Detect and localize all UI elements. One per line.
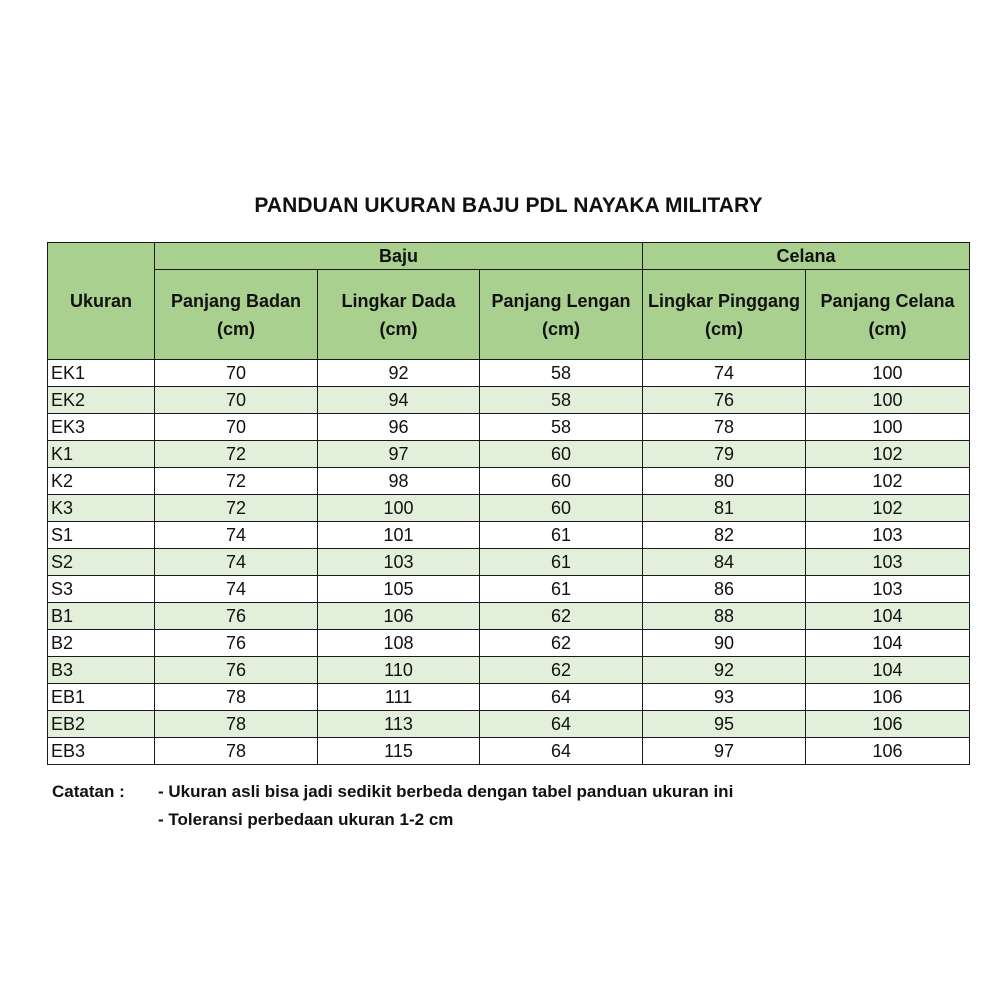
cell-body-length: 70 [155, 387, 318, 414]
column-header-label: Panjang Badan [170, 290, 302, 311]
cell-sleeve-length: 60 [480, 441, 643, 468]
column-header-unit: (cm) [216, 318, 255, 339]
note-line-2 [52, 806, 733, 834]
cell-chest: 97 [318, 441, 480, 468]
cell-pants-length: 106 [806, 738, 970, 765]
table-body [48, 360, 970, 765]
column-header-body-length [155, 270, 318, 360]
cell-pants-length: 100 [806, 387, 970, 414]
notes-section [52, 778, 733, 834]
column-header-waist [643, 270, 806, 360]
group-header-pants: Celana [643, 243, 970, 270]
cell-waist: 93 [643, 684, 806, 711]
cell-chest: 100 [318, 495, 480, 522]
cell-chest: 113 [318, 711, 480, 738]
group-header-shirt: Baju [155, 243, 643, 270]
cell-body-length: 72 [155, 495, 318, 522]
cell-pants-length: 103 [806, 522, 970, 549]
cell-size-code: K1 [48, 441, 155, 468]
cell-waist: 95 [643, 711, 806, 738]
cell-body-length: 74 [155, 522, 318, 549]
cell-chest: 94 [318, 387, 480, 414]
cell-body-length: 78 [155, 684, 318, 711]
cell-body-length: 76 [155, 657, 318, 684]
cell-size-code: S1 [48, 522, 155, 549]
notes-label: Catatan : [52, 782, 125, 801]
cell-size-code: EK1 [48, 360, 155, 387]
cell-pants-length: 106 [806, 711, 970, 738]
cell-sleeve-length: 62 [480, 603, 643, 630]
note-line-1 [52, 778, 733, 806]
cell-sleeve-length: 58 [480, 414, 643, 441]
cell-sleeve-length: 61 [480, 549, 643, 576]
page-title: PANDUAN UKURAN BAJU PDL NAYAKA MILITARY [254, 194, 763, 217]
cell-waist: 97 [643, 738, 806, 765]
cell-chest: 106 [318, 603, 480, 630]
cell-size-code: K2 [48, 468, 155, 495]
column-header-unit: (cm) [868, 318, 907, 339]
column-header-unit: (cm) [379, 318, 418, 339]
cell-chest: 115 [318, 738, 480, 765]
column-header-unit: (cm) [705, 318, 744, 339]
table-row [48, 711, 970, 738]
cell-size-code: EK2 [48, 387, 155, 414]
cell-waist: 74 [643, 360, 806, 387]
cell-body-length: 78 [155, 738, 318, 765]
table-row [48, 522, 970, 549]
column-header-pants-length [806, 270, 970, 360]
cell-body-length: 70 [155, 414, 318, 441]
cell-waist: 90 [643, 630, 806, 657]
table-row [48, 657, 970, 684]
cell-body-length: 76 [155, 603, 318, 630]
header-row-groups [48, 243, 970, 270]
table-row [48, 414, 970, 441]
table-row [48, 549, 970, 576]
cell-size-code: B2 [48, 630, 155, 657]
cell-chest: 103 [318, 549, 480, 576]
header-row-columns [48, 270, 970, 360]
cell-size-code: K3 [48, 495, 155, 522]
cell-waist: 79 [643, 441, 806, 468]
column-header-sleeve-length [480, 270, 643, 360]
table-header [48, 243, 970, 360]
table-row [48, 630, 970, 657]
cell-waist: 82 [643, 522, 806, 549]
table-row [48, 495, 970, 522]
cell-pants-length: 103 [806, 576, 970, 603]
column-header-unit: (cm) [542, 318, 581, 339]
table-row [48, 603, 970, 630]
column-header-label: Lingkar Pinggang [648, 290, 801, 311]
cell-waist: 78 [643, 414, 806, 441]
cell-sleeve-length: 64 [480, 684, 643, 711]
table-row [48, 387, 970, 414]
table-row [48, 576, 970, 603]
cell-size-code: EB2 [48, 711, 155, 738]
cell-waist: 76 [643, 387, 806, 414]
table-row [48, 360, 970, 387]
column-header-size: Ukuran [48, 243, 155, 360]
cell-pants-length: 102 [806, 468, 970, 495]
column-header-label: Panjang Lengan [491, 290, 631, 311]
cell-sleeve-length: 64 [480, 711, 643, 738]
cell-body-length: 74 [155, 549, 318, 576]
cell-waist: 92 [643, 657, 806, 684]
cell-pants-length: 100 [806, 360, 970, 387]
cell-body-length: 70 [155, 360, 318, 387]
column-header-chest [318, 270, 480, 360]
note-text: - Ukuran asli bisa jadi sedikit berbeda dengan tabel panduan ukuran ini [158, 782, 734, 801]
cell-waist: 81 [643, 495, 806, 522]
cell-sleeve-length: 62 [480, 630, 643, 657]
cell-chest: 108 [318, 630, 480, 657]
cell-sleeve-length: 64 [480, 738, 643, 765]
cell-waist: 88 [643, 603, 806, 630]
cell-body-length: 72 [155, 441, 318, 468]
cell-body-length: 74 [155, 576, 318, 603]
column-header-label: Panjang Celana [820, 290, 955, 311]
cell-chest: 111 [318, 684, 480, 711]
cell-waist: 80 [643, 468, 806, 495]
cell-body-length: 72 [155, 468, 318, 495]
cell-size-code: S3 [48, 576, 155, 603]
cell-sleeve-length: 58 [480, 360, 643, 387]
cell-chest: 96 [318, 414, 480, 441]
cell-pants-length: 100 [806, 414, 970, 441]
cell-size-code: EB1 [48, 684, 155, 711]
table-row [48, 684, 970, 711]
cell-chest: 101 [318, 522, 480, 549]
cell-pants-length: 104 [806, 603, 970, 630]
cell-sleeve-length: 61 [480, 522, 643, 549]
cell-pants-length: 103 [806, 549, 970, 576]
cell-sleeve-length: 58 [480, 387, 643, 414]
cell-chest: 110 [318, 657, 480, 684]
table-row [48, 738, 970, 765]
cell-size-code: S2 [48, 549, 155, 576]
cell-waist: 84 [643, 549, 806, 576]
cell-pants-length: 106 [806, 684, 970, 711]
cell-sleeve-length: 60 [480, 468, 643, 495]
cell-chest: 92 [318, 360, 480, 387]
cell-sleeve-length: 60 [480, 495, 643, 522]
cell-size-code: EB3 [48, 738, 155, 765]
cell-chest: 98 [318, 468, 480, 495]
cell-pants-length: 102 [806, 441, 970, 468]
column-header-label: Lingkar Dada [341, 290, 456, 311]
cell-body-length: 76 [155, 630, 318, 657]
cell-chest: 105 [318, 576, 480, 603]
cell-size-code: EK3 [48, 414, 155, 441]
cell-size-code: B1 [48, 603, 155, 630]
cell-waist: 86 [643, 576, 806, 603]
size-chart-table [47, 242, 970, 765]
cell-body-length: 78 [155, 711, 318, 738]
cell-pants-length: 104 [806, 630, 970, 657]
cell-pants-length: 102 [806, 495, 970, 522]
cell-size-code: B3 [48, 657, 155, 684]
cell-sleeve-length: 61 [480, 576, 643, 603]
cell-pants-length: 104 [806, 657, 970, 684]
note-text: - Toleransi perbedaan ukuran 1-2 cm [158, 810, 454, 829]
table-row [48, 441, 970, 468]
table-row [48, 468, 970, 495]
cell-sleeve-length: 62 [480, 657, 643, 684]
